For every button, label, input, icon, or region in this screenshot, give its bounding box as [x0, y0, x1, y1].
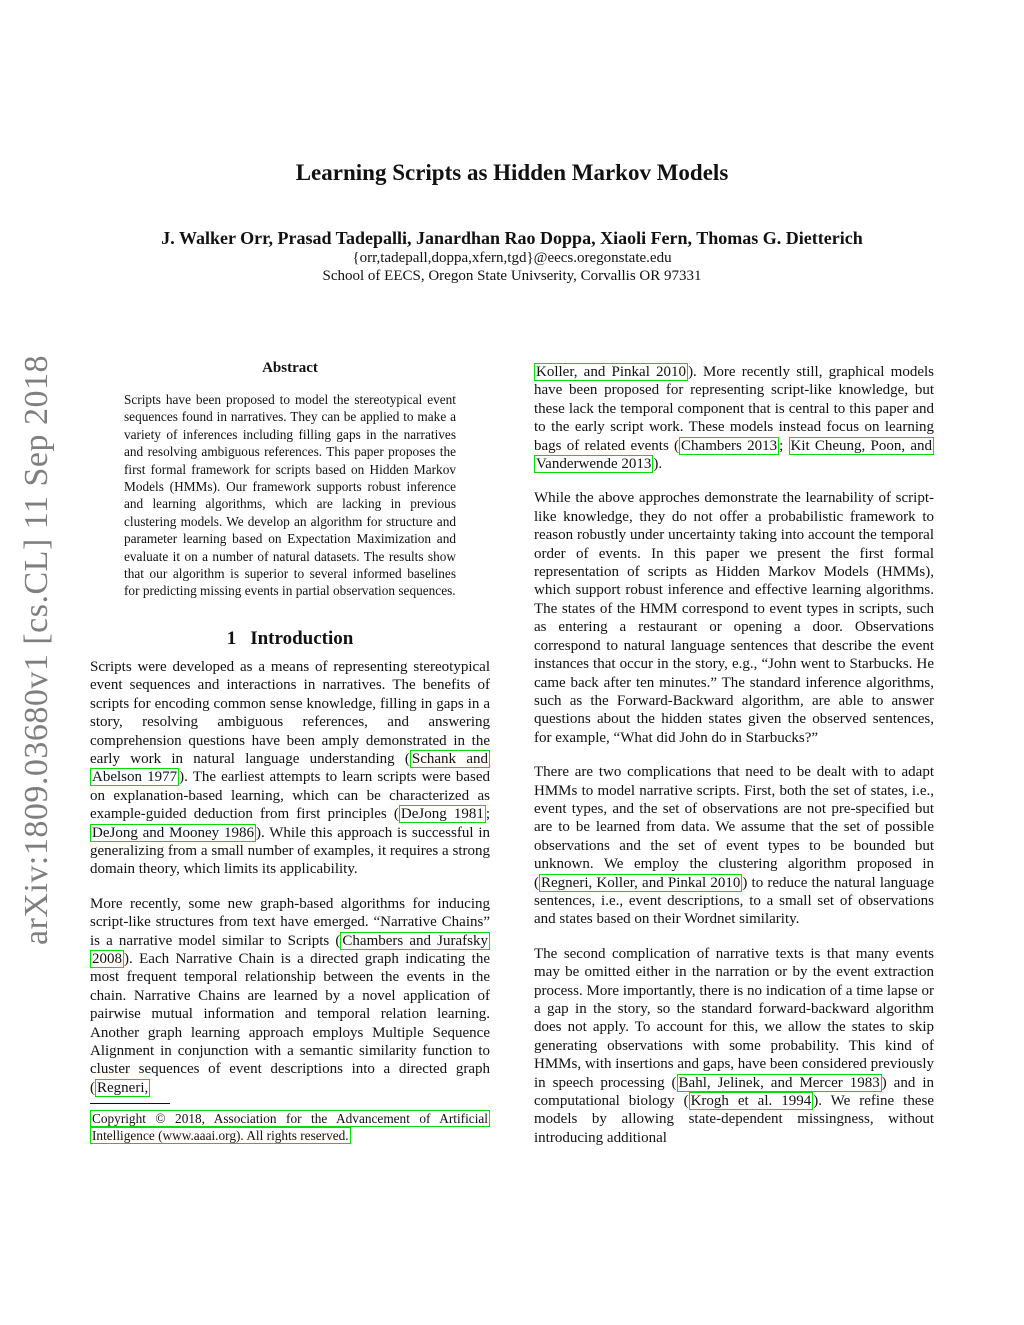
- right-column: [534, 363, 934, 1163]
- citation-link[interactable]: Krogh et al. 1994: [690, 1093, 812, 1110]
- paragraph-text: ). We refine these models by allowing state-dependent missingness, without introducing additional: [534, 1093, 935, 1146]
- section-title: Introduction: [250, 627, 354, 649]
- paragraph-text: There are two complications that need to be dealt with to adapt HMMs to model narrative scripts. First, both the set of states, i.e., event types, and the set of observations are not pre-specified but are to be learned from data. We assume that the set of possible observations and the set of event types to be bounded but unknown. We employ the clustering algorithm proposed in (: [534, 764, 934, 891]
- paper-title: Learning Scripts as Hidden Markov Models: [295, 160, 729, 185]
- author-emails: {orr,tadepall,doppa,xfern,tgd}@eecs.oregonstate.edu: [352, 250, 672, 266]
- citation-link[interactable]: Schank and Abelson 1977: [92, 750, 488, 786]
- citation-link[interactable]: Chambers and Jurafsky 2008: [92, 932, 488, 967]
- copyright-link[interactable]: Copyright © 2018, Association for the Advancement of Artificial Intelligence (www.aaai.org). All rights reserved.: [92, 1111, 488, 1144]
- section-heading-introduction: [90, 628, 490, 650]
- paragraph-text: ).: [653, 456, 663, 473]
- arxiv-id: arXiv:1809.03680v1 [cs.CL] 11 Sep 2018: [18, 354, 55, 945]
- citation-link[interactable]: Regneri, Koller, and Pinkal 2010: [541, 874, 741, 891]
- abstract-text: Scripts have been proposed to model the stereotypical event sequences found in narratives. They can be applied to make a variety of inferences including filling gaps in the narratives and resolving ambiguous references. This paper proposes the first formal framework for scripts based on Hidden Markov Models (HMMs). Our framework supports robust inference and learning algorithms, which are lacking in previous clustering models. We develop an algorithm for structure and parameter learning based on Expectation Maximization and evaluate it on a number of natural datasets. The results show that our algorithm is superior to several informed baselines for predicting missing events in partial observation sequences.: [124, 392, 456, 599]
- intro-paragraph-6: [534, 945, 934, 1147]
- intro-paragraph-3: [534, 363, 934, 473]
- left-column: [90, 360, 490, 1144]
- paragraph-text: ). Each Narrative Chain is a directed graph indicating the most frequent temporal relationship between the events in the chain. Narrative Chains are learned by a novel application of pairwise mutual information and temporal relation learning. Another graph learning approach employs Multiple Sequence Alignment in conjunction with a semantic similarity function to cluster sequences of event descriptions into a directed graph (: [90, 950, 490, 1096]
- citation-link[interactable]: Regneri,: [97, 1079, 149, 1096]
- author-affiliation: School of EECS, Oregon State Univserity, Corvallis OR 97331: [322, 268, 702, 284]
- intro-paragraph-4: While the above approches demonstrate the learnability of script-like knowledge, they do not offer a probabilistic framework to reason robustly under uncertainty taking into account the temporal order of events. In this paper we present the first formal representation of scripts as Hidden Markov Models (HMMs), which support robust inference and effective learning algorithms. The states of the HMM correspond to event types in scripts, such as entering a restaurant or opening a door. Observations correspond to natural language sentences that describe the event instances that occur in the story, e.g., “John went to Starbucks. He came back after ten minutes.” The standard inference algorithms, such as the Forward-Backward algorithm, are able to answer questions about the hidden states given the observed sentences, for example, “What did John do in Starbucks?”: [534, 490, 934, 746]
- citation-link[interactable]: Koller, and Pinkal 2010: [536, 364, 687, 380]
- intro-paragraph-1: [90, 658, 490, 879]
- author-list: J. Walker Orr, Prasad Tadepalli, Janardhan Rao Doppa, Xiaoli Fern, Thomas G. Dietterich: [161, 228, 863, 248]
- footnote-rule: [90, 1103, 170, 1104]
- copyright-footnote[interactable]: [90, 1110, 490, 1144]
- abstract-heading: Abstract: [262, 360, 318, 376]
- paragraph-text: Scripts were developed as a means of representing stereotypical event sequences and interactions in narratives. The benefits of scripts for encoding common sense knowledge, filling in gaps in a story, resolving ambiguous references, and answering comprehension questions have been amply demonstrated in the early work in natural language understanding (: [90, 658, 490, 767]
- citation-separator: ;: [779, 437, 789, 454]
- paragraph-text: More recently, some new graph-based algorithms for inducing script-like structures from text have emerged. “Narrative Chains” is a narrative model similar to Scripts (: [90, 895, 490, 949]
- paragraph-text: ) and in computational biology (: [534, 1074, 934, 1110]
- paragraph-text: ). More recently still, graphical models have been proposed for representing script-like knowledge, but these lack the temporal component that is central to this paper and to the early script work. These models instead focus on learning bags of related events (: [534, 364, 934, 454]
- paragraph-text: ). The earliest attempts to learn scripts were based on explanation-based learning, which can be characterized as example-guided deduction from first principles (: [90, 769, 490, 823]
- citation-separator: ;: [485, 806, 490, 823]
- citation-link[interactable]: DeJong 1981: [400, 806, 484, 823]
- paragraph-text: The second complication of narrative texts is that many events may be omitted either in the narration or by the event extraction process. More importantly, there is no indication of a time lapse or a gap in the story, so the standard forward-backward algorithm does not apply. To account for this, we allow the states to skip generating observations with some probability. This kind of HMMs, with insertions and gaps, have been considered previously in speech processing (: [534, 945, 934, 1091]
- intro-paragraph-5: [534, 763, 934, 929]
- citation-link[interactable]: Bahl, Jelinek, and Mercer 1983: [678, 1074, 880, 1091]
- section-number: 1: [226, 627, 237, 649]
- citation-link[interactable]: Kit Cheung, Poon, and Vanderwende 2013: [536, 437, 933, 473]
- paragraph-text: ). While this approach is successful in generalizing from a small number of examples, it requires a strong domain theory, which limits its applicability.: [90, 824, 491, 878]
- intro-paragraph-2: [90, 895, 490, 1097]
- paragraph-text: ) to reduce the natural language sentences, i.e., event descriptions, to a small set of observations and states based on their Wordnet similarity.: [534, 874, 934, 928]
- citation-link[interactable]: DeJong and Mooney 1986: [92, 824, 254, 841]
- citation-link[interactable]: Chambers 2013: [681, 437, 778, 454]
